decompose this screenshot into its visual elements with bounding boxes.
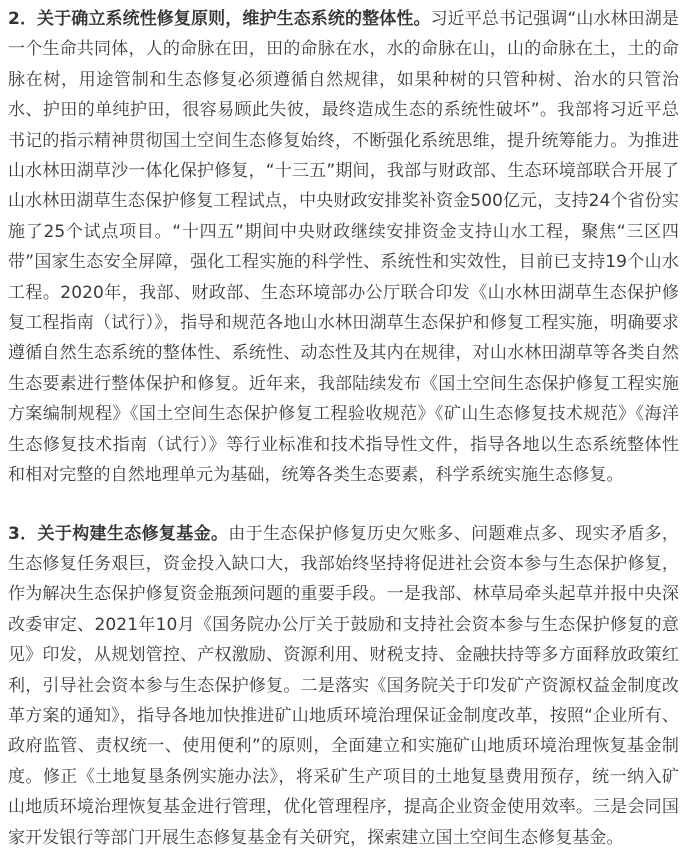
paragraph-text: 由于生态保护修复历史欠账多、问题难点多、现实矛盾多，生态修复任务艰巨，资金投入缺口大，我部始终坚持将促进社会资本参与生态保护修复，作为解决生态保护修复资金瓶颈问题的重要手段。一是我部、林草局牵头起草并报中央深改委审定、2021年10月《国务院办公厅关于鼓励和支持社会资本参与生态保护修复的意见》印发，从规划管控、产权激励、资源利用、财税支持、金融扶持等多方面释放政策红利，引导社会资本参与生态保护修复。二是落实《国务院关于印发矿产资源权益金制度改革方案的通知》，指导各地加快推进矿山地质环境治理保证金制度改革，按照“企业所有、政府监管、责权统一、使用便利”的原则，全面建立和实施矿山地质环境治理恢复基金制度。修正《土地复垦条例实施办法》，将采矿生产项目的土地复垦费用预存，统一纳入矿山地质环境治理恢复基金进行管理，优化管理程序，提高企业资金使用效率。三是会同国家开发银行等部门开展生态修复基金有关研究，探索建立国土空间生态修复基金。 — [8, 523, 679, 848]
paragraph-restoration-fund — [8, 519, 679, 853]
article-body — [8, 4, 679, 853]
paragraph-systematic-restoration — [8, 4, 679, 491]
paragraph-heading: 2．关于确立系统性修复原则，维护生态系统的整体性。 — [8, 9, 431, 29]
paragraph-heading: 3．关于构建生态修复基金。 — [8, 523, 229, 544]
paragraph-text: 习近平总书记强调“山水林田湖是一个生命共同体，人的命脉在田，田的命脉在水，水的命脉在山，山的命脉在土，土的命脉在树，用途管制和生态修复必须遵循自然规律，如果种树的只管种树、治水的只管治水、护田的单纯护田，很容易顾此失彼，最终造成生态的系统性破坏”。我部将习近平总书记的指示精神贯彻国土空间生态修复始终，不断强化系统思维，提升统筹能力。为推进山水林田湖草沙一体化保护修复，“十三五”期间，我部与财政部、生态环境部联合开展了山水林田湖草生态保护修复工程试点，中央财政安排奖补资金500亿元，支持24个省份实施了25个试点项目。“十四五”期间中央财政继续安排资金支持山水工程，聚焦“三区四带”国家生态安全屏障，强化工程实施的科学性、系统性和实效性，目前已支持19个山水工程。2020年，我部、财政部、生态环境部办公厅联合印发《山水林田湖草生态保护修复工程指南（试行）》，指导和规范各地山水林田湖草生态保护和修复工程实施，明确要求遵循自然生态系统的整体性、系统性、动态性及其内在规律，对山水林田湖草等各类自然生态要素进行整体保护和修复。近年来，我部陆续发布《国土空间生态保护修复工程实施方案编制规程》《国土空间生态保护修复工程验收规范》《矿山生态修复技术规范》《海洋生态修复技术指南（试行）》等行业标准和技术指导性文件，指导各地以生态系统整体性和相对完整的自然地理单元为基础，统筹各类生态要素，科学系统实施生态修复。 — [8, 9, 679, 486]
